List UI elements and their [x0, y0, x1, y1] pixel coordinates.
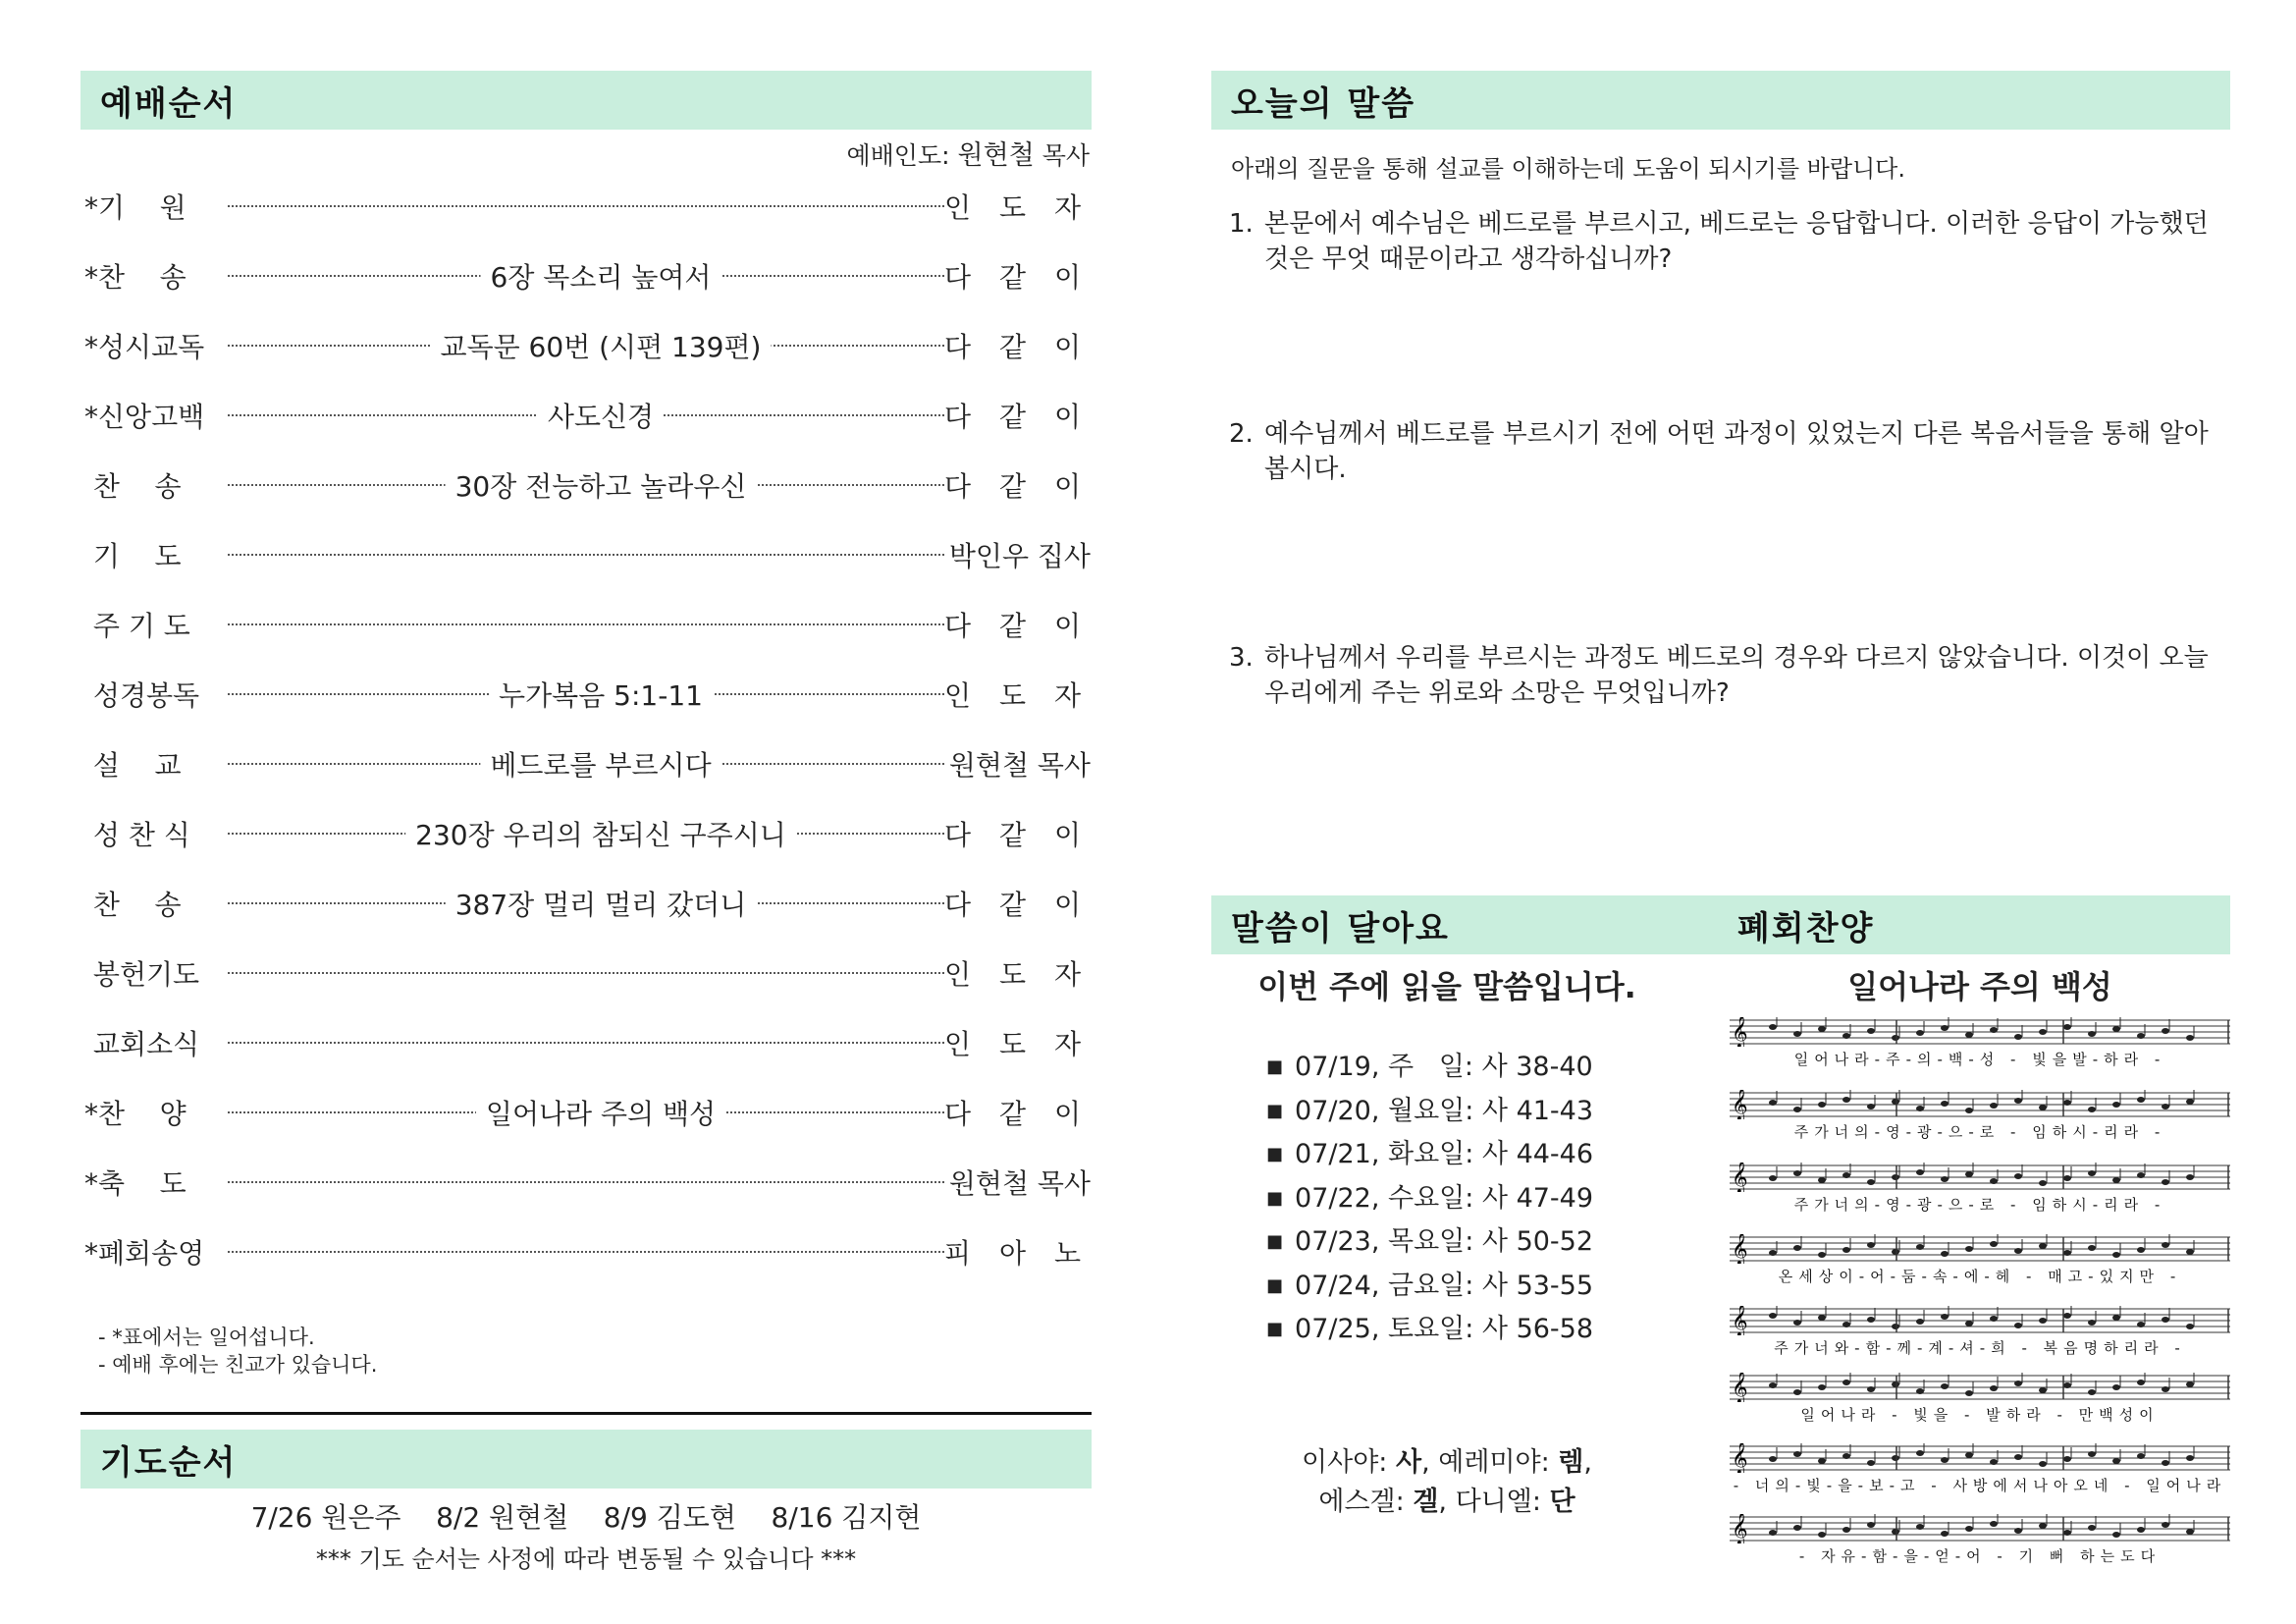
worship-item-label: 주 기 도: [84, 610, 190, 642]
staff-lines: [1730, 1306, 2230, 1335]
note-head-icon: [1793, 1389, 1801, 1395]
worship-item-content: 387장 멀리 멀리 갔더니: [446, 884, 757, 923]
note-head-icon: [2186, 1324, 2194, 1329]
note-head-icon: [1941, 1531, 1949, 1537]
lyric-line: 일어나라-주-의-백-성 - 빛을발-하라 -: [1793, 1051, 2166, 1068]
note-head-icon: [1867, 1522, 1875, 1528]
note-head-icon: [2112, 1458, 2120, 1464]
note-head-icon: [2039, 1105, 2047, 1110]
treble-clef-icon: 𝄞: [1732, 1306, 1748, 1335]
note-head-icon: [1965, 1526, 1973, 1532]
abbrev-line: [1211, 1443, 1682, 1483]
note-head-icon: [2137, 1453, 2145, 1459]
note-head-icon: [2137, 1247, 2145, 1253]
note-head-icon: [1842, 1172, 1850, 1178]
note-head-icon: [1892, 1099, 1899, 1105]
reading-title: 말씀이 달아요: [1231, 908, 1450, 948]
note-head-icon: [2088, 1320, 2096, 1326]
worship-item-label: 봉헌기도: [84, 958, 200, 991]
note-head-icon: [1892, 1324, 1899, 1329]
question-number: 1.: [1229, 209, 1254, 239]
note-head-icon: [1965, 1032, 1973, 1038]
note-head-icon: [2186, 1174, 2194, 1180]
worship-item-label: 기 도: [84, 540, 182, 572]
note-head-icon: [1793, 1525, 1801, 1531]
lyric-line: 주가너의-영-광-으-로 - 임하시-리라 -: [1793, 1123, 2166, 1141]
reading-item: [1266, 1219, 1593, 1258]
note-head-icon: [1892, 1035, 1899, 1041]
note-head-icon: [2186, 1381, 2194, 1387]
question-number: 3.: [1229, 643, 1254, 673]
worship-leader: [847, 134, 1091, 172]
note-head-icon: [1842, 1097, 1850, 1103]
reading-text: 07/20, 월요일: 사 41-43: [1295, 1095, 1594, 1126]
note-head-icon: [2162, 1179, 2169, 1185]
worship-notes: [98, 1324, 377, 1379]
worship-item-leader: 다 같 이: [944, 470, 1091, 503]
note-head-icon: [2039, 1243, 2047, 1249]
worship-leader-title: 목사: [1041, 141, 1090, 170]
note-head-icon: [1892, 1455, 1899, 1461]
note-head-icon: [1818, 1458, 1826, 1464]
music-staff: [1730, 1234, 2230, 1286]
note-head-icon: [1965, 1171, 1973, 1177]
worship-item-leader: 다 같 이: [944, 261, 1091, 294]
music-staff: [1730, 1090, 2230, 1142]
worship-item-content: 230장 우리의 참되신 구주시니: [405, 814, 796, 853]
note-head-icon: [1842, 1322, 1850, 1327]
note-head-icon: [1916, 1244, 1924, 1250]
note-head-icon: [1941, 1101, 1949, 1107]
note-head-icon: [2063, 1100, 2071, 1106]
worship-item-label: 교회소식: [84, 1028, 200, 1060]
today-intro: 아래의 질문을 통해 설교를 이해하는데 도움이 되시기를 바랍니다.: [1231, 155, 1905, 183]
worship-item-label: 찬 송: [84, 889, 182, 921]
note-head-icon: [2162, 1460, 2169, 1466]
worship-leader-name: 원현철: [957, 140, 1035, 171]
lyric-line: 일어나라 - 빛을 - 발하라 - 만백성이: [1800, 1406, 2160, 1424]
note-head-icon: [1818, 1026, 1826, 1032]
staff-lines: [1730, 1090, 2230, 1119]
note-head-icon: [2186, 1529, 2194, 1535]
note-head-icon: [1941, 1457, 1949, 1463]
worship-item-leader: 원현철 목사: [948, 749, 1091, 782]
note-head-icon: [2014, 1034, 2022, 1040]
note-head-icon: [1990, 1459, 1998, 1465]
worship-item-leader: 인 도 자: [944, 958, 1091, 991]
note-head-icon: [2137, 1172, 2145, 1178]
worship-item-label: 설 교: [84, 749, 182, 782]
note-head-icon: [2112, 1102, 2120, 1108]
note-head-icon: [1818, 1384, 1826, 1390]
worship-item-content: 교독문 60번 (시편 139편): [431, 326, 772, 365]
question-item: [1229, 640, 2230, 711]
worship-item-leader: 인 도 자: [944, 679, 1091, 712]
note-head-icon: [2063, 1456, 2071, 1462]
reading-text: 07/25, 토요일: 사 56-58: [1295, 1314, 1594, 1344]
note-head-icon: [2112, 1384, 2120, 1390]
note-head-icon: [1818, 1102, 1826, 1108]
abbrev-bold: 단: [1549, 1487, 1575, 1517]
note-head-icon: [2088, 1170, 2096, 1176]
question-text: 본문에서 예수님은 베드로를 부르시고, 베드로는 응답합니다. 이러한 응답이 가능했던 것은 무엇 때문이라고 생각하십니까?: [1264, 209, 2209, 274]
note-head-icon: [2088, 1451, 2096, 1457]
note-head-icon: [2039, 1029, 2047, 1035]
note-head-icon: [2088, 1389, 2096, 1395]
reading-text: 07/23, 목요일: 사 50-52: [1295, 1226, 1594, 1257]
treble-clef-icon: 𝄞: [1732, 1234, 1748, 1264]
note-head-icon: [1842, 1247, 1850, 1253]
note-head-icon: [2137, 1380, 2145, 1385]
prayer-order-title: 기도순서: [100, 1442, 238, 1483]
note-head-icon: [1867, 1028, 1875, 1034]
note-head-icon: [2162, 1522, 2169, 1528]
note-head-icon: [1769, 1456, 1777, 1462]
note-head-icon: [1916, 1106, 1924, 1111]
note-head-icon: [1916, 1319, 1924, 1325]
abbrev-text: ,: [1583, 1447, 1592, 1478]
note-head-icon: [1990, 1178, 1998, 1184]
dotted-leader: [228, 1042, 944, 1044]
reading-item: [1266, 1132, 1593, 1170]
note-head-icon: [1818, 1177, 1826, 1183]
dotted-leader: [228, 554, 944, 556]
note-head-icon: [1965, 1390, 1973, 1396]
note-head-icon: [1818, 1315, 1826, 1321]
reading-item: [1266, 1176, 1593, 1215]
note-head-icon: [1990, 1241, 1998, 1247]
note-head-icon: [1867, 1104, 1875, 1110]
note-head-icon: [2112, 1532, 2120, 1538]
worship-item-leader: 박인우 집사: [948, 540, 1091, 572]
square-bullet-icon: ■: [1266, 1187, 1284, 1209]
note-head-icon: [1769, 1024, 1777, 1030]
treble-clef-icon: 𝄞: [1732, 1443, 1748, 1473]
worship-item-label: 성경봉독: [84, 679, 200, 712]
note-head-icon: [1769, 1530, 1777, 1536]
reading-item: [1266, 1307, 1593, 1345]
prayer-schedule: 7/26 원은주 8/2 원현철 8/9 김도현 8/16 김지현: [250, 1501, 922, 1534]
prayer-note: *** 기도 순서는 사정에 따라 변동될 수 있습니다 ***: [315, 1545, 857, 1573]
note-head-icon: [1769, 1382, 1777, 1388]
worship-item-label: 성 찬 식: [84, 819, 190, 851]
note-head-icon: [1793, 1031, 1801, 1037]
note-head-icon: [1990, 1027, 1998, 1033]
note-head-icon: [2014, 1454, 2022, 1460]
worship-item-content: 30장 전능하고 놀라우신: [446, 465, 757, 505]
note-head-icon: [2186, 1099, 2194, 1105]
worship-item-content: 사도신경: [538, 396, 664, 435]
reading-text: 07/24, 금요일: 사 53-55: [1295, 1270, 1594, 1301]
note-head-icon: [1990, 1521, 1998, 1527]
note-head-icon: [2063, 1313, 2071, 1319]
abbrev-text: 에스겔:: [1318, 1487, 1414, 1517]
note-head-icon: [2112, 1252, 2120, 1258]
square-bullet-icon: ■: [1266, 1319, 1284, 1339]
note-head-icon: [1818, 1532, 1826, 1538]
note-head-icon: [2088, 1245, 2096, 1251]
note-head-icon: [2088, 1107, 2096, 1112]
music-staff: [1730, 1443, 2230, 1495]
worship-item-label: *축 도: [84, 1167, 187, 1200]
note-head-icon: [2162, 1317, 2169, 1323]
note-head-icon: [2063, 1250, 2071, 1256]
note-head-icon: [1892, 1249, 1899, 1255]
note-head-icon: [1916, 1388, 1924, 1394]
worship-item-label: *신앙고백: [84, 401, 205, 433]
closing-title: 폐회찬양: [1737, 908, 1875, 948]
treble-clef-icon: 𝄞: [1732, 1514, 1748, 1543]
music-staff: [1730, 1373, 2230, 1425]
note-head-icon: [1965, 1108, 1973, 1113]
note-head-icon: [1990, 1385, 1998, 1391]
staff-lines: [1730, 1443, 2230, 1473]
square-bullet-icon: ■: [1266, 1100, 1284, 1121]
note-head-icon: [1990, 1316, 1998, 1322]
square-bullet-icon: ■: [1266, 1056, 1284, 1077]
note-head-icon: [1842, 1033, 1850, 1039]
worship-item-label: *찬 송: [84, 261, 187, 294]
note-head-icon: [2088, 1525, 2096, 1531]
note-head-icon: [1941, 1251, 1949, 1257]
note-head-icon: [1965, 1321, 1973, 1326]
note-head-icon: [1769, 1100, 1777, 1106]
worship-item-content: 6장 목소리 높여서: [481, 256, 721, 296]
reading-text: 07/22, 수요일: 사 47-49: [1295, 1182, 1594, 1214]
staff-lines: [1730, 1234, 2230, 1264]
note-head-icon: [2137, 1527, 2145, 1533]
note-head-icon: [2137, 1033, 2145, 1039]
reading-item: [1266, 1089, 1593, 1127]
worship-item-leader: 다 같 이: [944, 610, 1091, 642]
note-head-icon: [2014, 1248, 2022, 1254]
note-head-icon: [1793, 1170, 1801, 1176]
note-head-icon: [1842, 1527, 1850, 1533]
note-head-icon: [1867, 1179, 1875, 1185]
worship-order-title: 예배순서: [100, 83, 238, 124]
treble-clef-icon: 𝄞: [1732, 1017, 1748, 1047]
square-bullet-icon: ■: [1266, 1274, 1284, 1296]
note-head-icon: [1867, 1242, 1875, 1248]
square-bullet-icon: ■: [1266, 1144, 1284, 1164]
staff-lines: [1730, 1017, 2230, 1047]
lyric-line: 주가너와-함-께-계-셔-희 - 복음명하리라 -: [1774, 1339, 2186, 1357]
worship-item-content: 누가복음 5:1-11: [489, 675, 713, 714]
note-head-icon: [1867, 1317, 1875, 1323]
dotted-leader: [228, 1181, 944, 1183]
note-head-icon: [1867, 1386, 1875, 1392]
worship-item-label: *폐회송영: [84, 1237, 205, 1270]
note-head-icon: [2162, 1028, 2169, 1034]
note-head-icon: [1941, 1176, 1949, 1182]
note-head-icon: [2039, 1461, 2047, 1467]
lyric-line: - 너의-빛-을-보-고 - 사방에서나아오네 - 일어나라: [1733, 1477, 2227, 1494]
today-word-header: [1211, 71, 2230, 130]
note-head-icon: [1941, 1314, 1949, 1320]
note-head-icon: [2063, 1530, 2071, 1536]
note-head-icon: [2137, 1322, 2145, 1327]
worship-leader-label: 예배인도:: [846, 141, 950, 170]
worship-item-leader: 피 아 노: [944, 1237, 1091, 1270]
abbrev-text: , 다니엘:: [1438, 1487, 1550, 1517]
book-abbreviations: [1211, 1443, 1682, 1522]
note-head-icon: [1892, 1174, 1899, 1180]
note-head-icon: [1793, 1320, 1801, 1326]
note-head-icon: [1867, 1460, 1875, 1466]
worship-item-leader: 다 같 이: [944, 889, 1091, 921]
note-head-icon: [2063, 1382, 2071, 1388]
note-head-icon: [1916, 1169, 1924, 1175]
lyric-line: 주가너의-영-광-으-로 - 임하시-리라 -: [1793, 1196, 2166, 1214]
treble-clef-icon: 𝄞: [1732, 1090, 1748, 1119]
question-text: 예수님께서 베드로를 부르시기 전에 어떤 과정이 있었는지 다른 복음서들을 통해 알아봅시다.: [1264, 419, 2209, 484]
note-head-icon: [1965, 1452, 1973, 1458]
abbrev-bold: 겔: [1413, 1487, 1439, 1517]
music-staff: [1730, 1514, 2230, 1566]
note-head-icon: [2137, 1097, 2145, 1103]
reading-text: 07/19, 주 일: 사 38-40: [1295, 1052, 1593, 1082]
staff-lines: [1730, 1163, 2230, 1192]
note-head-icon: [2063, 1024, 2071, 1030]
treble-clef-icon: 𝄞: [1732, 1163, 1748, 1192]
worship-item-leader: 다 같 이: [944, 331, 1091, 363]
worship-item-content: 일어나라 주의 백성: [476, 1093, 725, 1132]
note-head-icon: [1941, 1025, 1949, 1031]
worship-item-leader: 원현철 목사: [948, 1167, 1091, 1200]
worship-order-header: [80, 71, 1092, 130]
note-head-icon: [1916, 1524, 1924, 1530]
note-head-icon: [2014, 1380, 2022, 1386]
music-staff: [1730, 1163, 2230, 1215]
note-head-icon: [2063, 1175, 2071, 1181]
reading-item: [1266, 1045, 1593, 1083]
lyric-line: 온세상이-어-둠-속-에-헤 - 매고-있지만 -: [1778, 1268, 2182, 1285]
note-head-icon: [2014, 1323, 2022, 1328]
worship-item-label: *성시교독: [84, 331, 205, 363]
note-head-icon: [2039, 1318, 2047, 1324]
worship-note: - 예배 후에는 친교가 있습니다.: [98, 1353, 378, 1377]
note-head-icon: [1916, 1030, 1924, 1036]
worship-item-label: 찬 송: [84, 470, 182, 503]
note-head-icon: [1892, 1381, 1899, 1387]
closing-subtitle: 일어나라 주의 백성: [1847, 968, 2112, 1005]
question-text: 하나님께서 우리를 부르시는 과정도 베드로의 경우와 다르지 않았습니다. 이것이 오늘 우리에게 주는 위로와 소망은 무엇입니까?: [1264, 643, 2209, 708]
note-head-icon: [1892, 1529, 1899, 1535]
reading-text: 07/21, 화요일: 사 44-46: [1295, 1139, 1594, 1169]
question-item: [1229, 206, 2230, 277]
worship-item-label: *찬 양: [84, 1098, 187, 1130]
prayer-order-header: [80, 1430, 1092, 1489]
note-head-icon: [2039, 1180, 2047, 1186]
reading-subtitle: 이번 주에 읽을 말씀입니다.: [1257, 968, 1636, 1005]
abbrev-text: 이사야:: [1302, 1447, 1396, 1478]
note-head-icon: [1793, 1451, 1801, 1457]
worship-item-leader: 다 같 이: [944, 1098, 1091, 1130]
staff-lines: [1730, 1373, 2230, 1402]
abbrev-text: , 예레미야:: [1421, 1447, 1559, 1478]
reading-item: [1266, 1264, 1593, 1302]
square-bullet-icon: ■: [1266, 1231, 1284, 1252]
worship-item-leader: 다 같 이: [944, 819, 1091, 851]
note-head-icon: [2162, 1386, 2169, 1392]
lyric-line: - 자유-함-을-얻-어 - 기 뻐 하는도다: [1798, 1547, 2162, 1565]
dotted-leader: [228, 205, 944, 207]
note-head-icon: [2039, 1523, 2047, 1529]
note-head-icon: [2014, 1173, 2022, 1179]
today-word-title: 오늘의 말씀: [1231, 83, 1416, 124]
abbrev-bold: 사: [1395, 1447, 1422, 1478]
staff-lines: [1730, 1514, 2230, 1543]
note-head-icon: [2112, 1315, 2120, 1321]
question-number: 2.: [1229, 419, 1254, 449]
note-head-icon: [1990, 1103, 1998, 1109]
reading-closing-header: [1211, 895, 2230, 954]
note-head-icon: [1965, 1246, 1973, 1252]
note-head-icon: [2112, 1026, 2120, 1032]
note-head-icon: [1842, 1380, 1850, 1385]
note-head-icon: [2014, 1098, 2022, 1104]
note-head-icon: [2186, 1455, 2194, 1461]
music-staff: [1730, 1306, 2230, 1358]
note-head-icon: [1818, 1252, 1826, 1258]
treble-clef-icon: 𝄞: [1732, 1373, 1748, 1402]
note-head-icon: [1769, 1250, 1777, 1256]
note-head-icon: [2014, 1528, 2022, 1534]
abbrev-bold: 렘: [1558, 1447, 1584, 1478]
worship-item-leader: 인 도 자: [944, 1028, 1091, 1060]
note-head-icon: [1941, 1383, 1949, 1389]
worship-note: - *표에서는 일어섭니다.: [98, 1326, 315, 1349]
note-head-icon: [2186, 1035, 2194, 1041]
worship-item-content: 베드로를 부르시다: [480, 744, 721, 784]
abbrev-line: [1211, 1483, 1682, 1522]
note-head-icon: [2162, 1242, 2169, 1248]
note-head-icon: [2088, 1031, 2096, 1037]
section-divider: [80, 1412, 1092, 1415]
dotted-leader: [228, 972, 944, 974]
note-head-icon: [1842, 1453, 1850, 1459]
note-head-icon: [1916, 1450, 1924, 1456]
note-head-icon: [1769, 1313, 1777, 1319]
dotted-leader: [228, 623, 944, 625]
note-head-icon: [2112, 1177, 2120, 1183]
worship-item-leader: 인 도 자: [944, 191, 1091, 224]
note-head-icon: [1793, 1107, 1801, 1112]
worship-item-label: *기 원: [84, 191, 187, 224]
worship-item-leader: 다 같 이: [944, 401, 1091, 433]
note-head-icon: [1793, 1245, 1801, 1251]
note-head-icon: [2162, 1104, 2169, 1110]
note-head-icon: [2039, 1387, 2047, 1393]
question-item: [1229, 416, 2230, 487]
note-head-icon: [1769, 1175, 1777, 1181]
music-staff: [1730, 1017, 2230, 1069]
dotted-leader: [228, 1251, 944, 1253]
note-head-icon: [2186, 1249, 2194, 1255]
